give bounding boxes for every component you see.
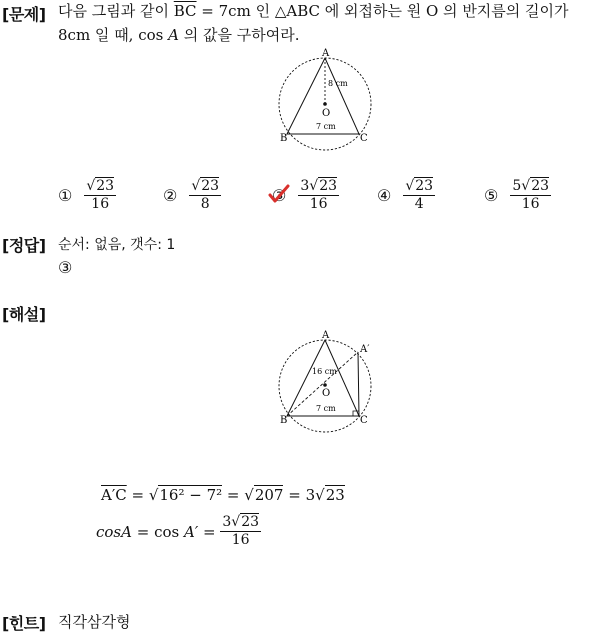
answer-choice: ③	[58, 258, 73, 277]
choice-1[interactable]: ① $\frac{√23}{16}$	[58, 178, 115, 212]
base-length-label: 7 cm	[316, 122, 336, 131]
choice-2[interactable]: ② $\frac{√23}{8}$	[163, 178, 220, 212]
base-length-label: 7 cm	[316, 404, 336, 413]
section-label-explanation: [해설]	[2, 305, 46, 324]
equation-a-prime-c: A′C = √16² − 7² = √207 = 3√23	[101, 486, 345, 504]
choice-4[interactable]: ④ $\frac{√23}{4}$	[377, 178, 434, 212]
vertex-c-label: C	[360, 415, 368, 426]
hint-text: 직각삼각형	[58, 613, 131, 631]
triangle-figure-1	[272, 46, 380, 154]
equation-cos-a: cosA = cos A′ = $\frac{3√23}{16}$	[96, 514, 260, 548]
checkmark-icon	[268, 184, 290, 204]
vertex-c-label: C	[360, 133, 368, 144]
problem-line-1: 다음 그림과 같이 $\overline{BC} = 7cm$ 인 △ABC 에 외접하는 원 O 의 반지름의 길이가	[58, 2, 569, 20]
section-label-answer: [정답]	[2, 236, 46, 255]
center-o-label: O	[322, 108, 331, 119]
vertex-a-label: A	[322, 330, 330, 341]
problem-line-2: 8cm 일 때, cos A 의 값을 구하여라.	[58, 26, 300, 44]
choice-3[interactable]: ③ $\frac{3√23}{16}$	[272, 178, 339, 213]
radius-label: 8 cm	[328, 79, 348, 88]
section-label-problem: [문제]	[2, 5, 46, 24]
triangle-figure-2	[272, 328, 380, 436]
choice-5[interactable]: ⑤ $\frac{5√23}{16}$	[484, 178, 550, 212]
center-o-label: O	[322, 388, 331, 399]
vertex-a-prime-label: A′	[360, 344, 370, 355]
diameter-label: 16 cm	[312, 367, 337, 376]
answer-info: 순서: 없음, 갯수: 1	[58, 237, 176, 253]
vertex-b-label: B	[280, 415, 288, 426]
vertex-a-label: A	[322, 48, 330, 59]
vertex-b-label: B	[280, 133, 288, 144]
section-label-hint: [힌트]	[2, 614, 46, 633]
